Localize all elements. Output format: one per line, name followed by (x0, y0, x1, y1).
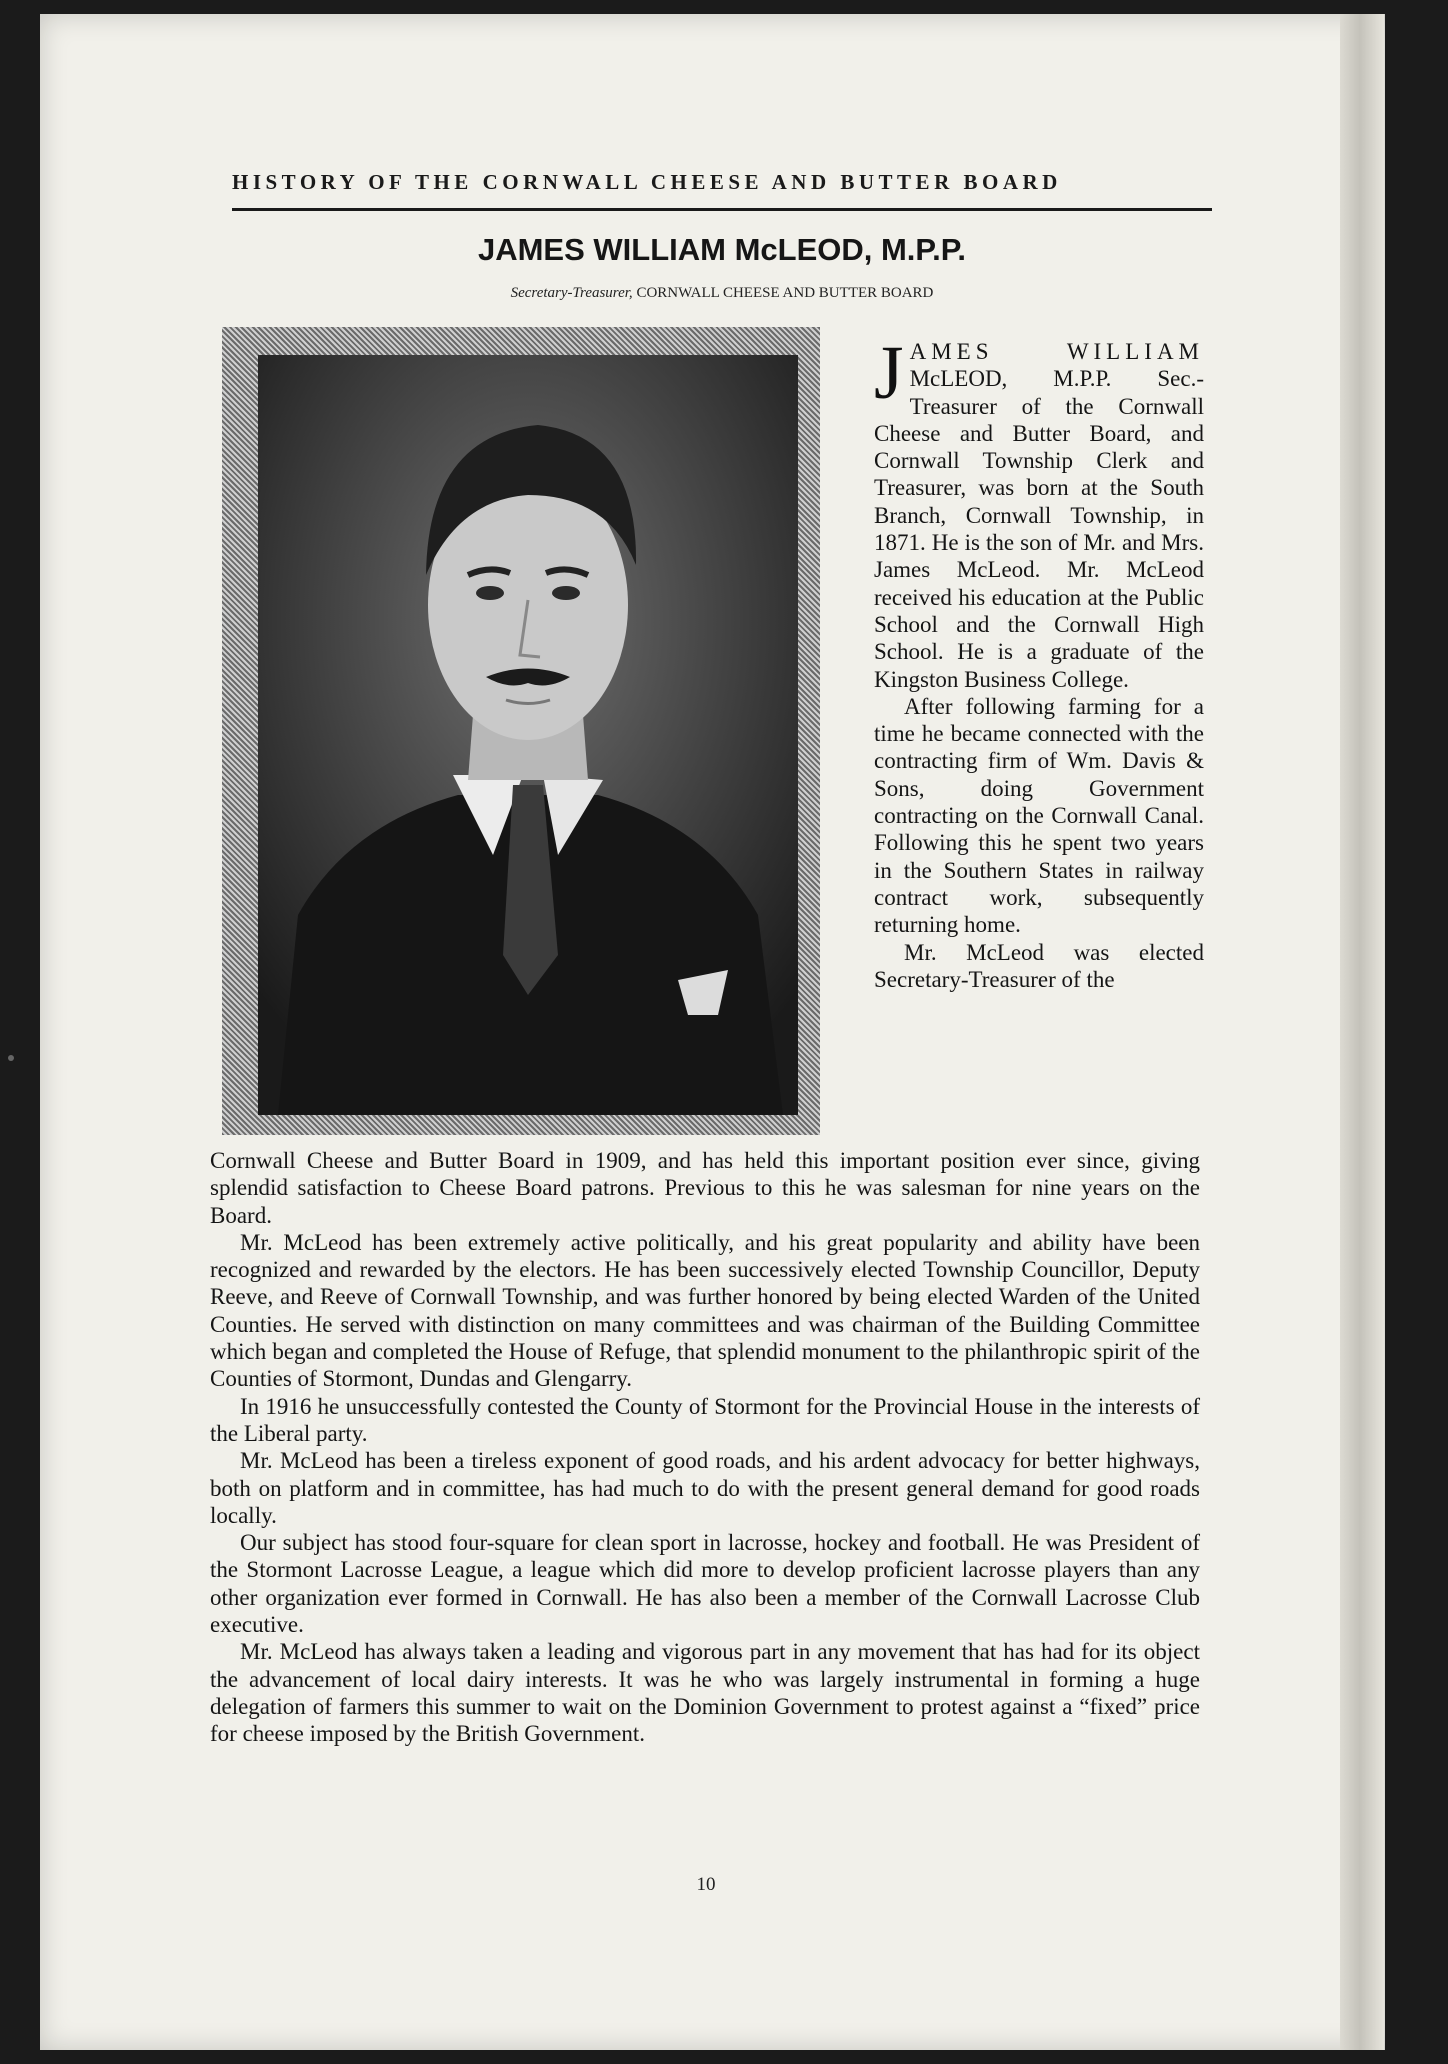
first-words: AMES WILLIAM (909, 339, 1204, 364)
paragraph-3-end: Cornwall Cheese and Butter Board in 1909, and has held this important position ever since, giving splendid satisfaction to Cheese Board patrons. Previous to this he was salesman for nine years on the Board. (210, 1148, 1200, 1228)
article-title: JAMES WILLIAM McLEOD, M.P.P. (477, 232, 967, 267)
paragraph-1 (874, 331, 1204, 693)
page-number: 10 (696, 1874, 716, 1895)
paragraph-2: After following farming for a time he became connected with the contracting firm of Wm. Davis & Sons, doing Government contracting on the Cornwall Canal. Following this he spent two years in the Southern States in railway contract work, subsequently returning home. (874, 693, 1204, 938)
intro-column (874, 331, 1204, 993)
paragraph-6: Mr. McLeod has been a tireless exponent of good roads, and his ardent advocacy for better highways, both on platform and in committee, has had much to do with the present general demand for good roads locally. (210, 1448, 1200, 1528)
page-edge (1340, 14, 1384, 2050)
paragraph-3-start: Mr. McLeod was elected Secretary-Treasurer of the (874, 939, 1204, 992)
paragraph-1-text: McLEOD, M.P.P. Sec.-Treasurer of the Cornwall Cheese and Butter Board, and Cornwall Township Clerk and Treasurer, was born at the South Branch, Cornwall Township, in 1871. He is the son of Mr. and Mrs. James McLeod. Mr. McLeod received his education at the Public School and the Cornwall High School. He is a graduate of the Kingston Business College. (874, 366, 1204, 692)
paragraph-4: Mr. McLeod has been extremely active politically, and his great popularity and ability have been recognized and rewarded by the electors. He has been successively elected Township Councillor, Deputy Reeve, and Reeve of Cornwall Township, and was further honored by being elected Warden of the United Counties. He served with distinction on many committees and was chairman of the Building Committee which began and completed the House of Refuge, that splendid monument to the philanthropic spirit of the Counties of Stormont, Dundas and Glengarry. (210, 1229, 1200, 1392)
paragraph-5: In 1916 he unsuccessfully contested the County of Stormont for the Provincial House in the interests of the Liberal party. (210, 1393, 1200, 1446)
scan-speck (8, 1055, 14, 1061)
running-header: HISTORY OF THE CORNWALL CHEESE AND BUTTER BOARD (232, 170, 1062, 194)
article-subtitle (232, 285, 1212, 302)
paragraph-8: Mr. McLeod has always taken a leading and vigorous part in any movement that has had for its object the advancement of local dairy interests. It was he who was largely instrumental in forming a huge delegation of farmers this summer to wait on the Dominion Government to protest against a “fixed” price for cheese imposed by the British Government. (210, 1639, 1200, 1747)
subtitle-role: Secretary-Treasurer, (510, 285, 633, 301)
header-rule (232, 208, 1212, 211)
portrait-photo (258, 355, 798, 1115)
drop-cap: J (874, 331, 904, 415)
paragraph-7: Our subject has stood four-square for clean sport in lacrosse, hockey and football. He was President of the Stormont Lacrosse League, a league which did more to develop proficient lacrosse players than any other organization ever formed in Cornwall. He has also been a member of the Cornwall Lacrosse Club executive. (210, 1530, 1200, 1638)
subtitle-org: CORNWALL CHEESE AND BUTTER BOARD (636, 285, 934, 301)
body-text (210, 1147, 1200, 1748)
portrait-photo-icon (258, 355, 798, 1115)
